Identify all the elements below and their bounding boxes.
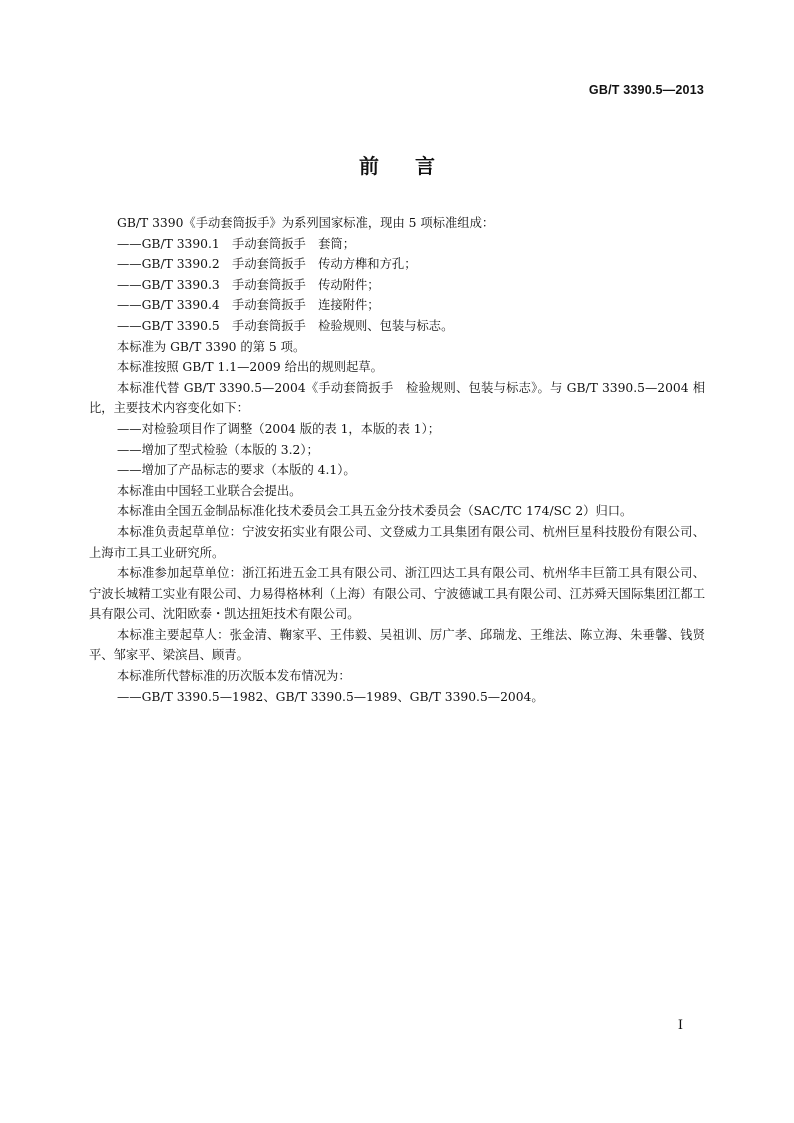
- page-number: I: [677, 1018, 683, 1033]
- list-item-change-3: ——增加了产品标志的要求（本版的 4.1）。: [117, 463, 356, 478]
- standard-code: GB/T 3390.5—2013: [588, 83, 704, 97]
- list-item-part-5: ——GB/T 3390.5 手动套筒扳手 检验规则、包装与标志。: [117, 318, 454, 333]
- page-title: 前言: [359, 154, 471, 178]
- paragraph-main-drafters: 本标准主要起草人：张金清、鞠家平、王伟毅、吴祖训、厉广孝、邱瑞龙、王维法、陈立海、朱垂馨、钱贤平、邹家平、梁滨昌、顾青。: [89, 627, 705, 663]
- list-item-part-2: ——GB/T 3390.2 手动套筒扳手 传动方榫和方孔；: [117, 257, 417, 272]
- paragraph-under-jurisdiction: 本标准由全国五金制品标准化技术委员会工具五金分技术委员会（SAC/TC 174/SC 2）归口。: [117, 504, 633, 519]
- list-item-part-1: ——GB/T 3390.1 手动套筒扳手 套筒；: [117, 236, 356, 251]
- list-item-change-1: ——对检验项目作了调整（2004 版的表 1，本版的表 1）；: [117, 421, 441, 436]
- paragraph-series-intro: GB/T 3390《手动套筒扳手》为系列国家标准，现由 5 项标准组成：: [117, 216, 495, 230]
- list-item-part-4: ——GB/T 3390.4 手动套筒扳手 连接附件；: [117, 298, 380, 313]
- paragraph-part-number: 本标准为 GB/T 3390 的第 5 项。: [117, 339, 306, 354]
- list-item-change-2: ——增加了型式检验（本版的 3.2）；: [117, 442, 319, 457]
- list-item-part-3: ——GB/T 3390.3 手动套筒扳手 传动附件；: [117, 277, 380, 292]
- paragraph-history-intro: 本标准所代替标准的历次版本发布情况为：: [117, 669, 351, 684]
- paragraph-replaces: 本标准代替 GB/T 3390.5—2004《手动套筒扳手 检验规则、包装与标志》。与 GB/T 3390.5—2004 相比，主要技术内容变化如下：: [89, 380, 705, 416]
- list-item-history: ——GB/T 3390.5—1982、GB/T 3390.5—1989、GB/T 3390.5—2004。: [117, 689, 544, 704]
- paragraph-lead-drafters: 本标准负责起草单位：宁波安拓实业有限公司、文登威力工具集团有限公司、杭州巨星科技股份有限公司、上海市工具工业研究所。: [89, 524, 705, 560]
- paragraph-proposed-by: 本标准由中国轻工业联合会提出。: [117, 483, 302, 498]
- paragraph-drafting-rules: 本标准按照 GB/T 1.1—2009 给出的规则起草。: [117, 360, 383, 375]
- paragraph-participating-drafters: 本标准参加起草单位：浙江拓进五金工具有限公司、浙江四达工具有限公司、杭州华丰巨箭工具有限公司、宁波长城精工实业有限公司、力易得格林利（上海）有限公司、宁波德诚工具有限公司、江苏舜天国际集团江都工具有限公司、沈阳欧泰・凯达扭矩技术有限公司。: [89, 566, 705, 622]
- foreword-body: [89, 213, 705, 707]
